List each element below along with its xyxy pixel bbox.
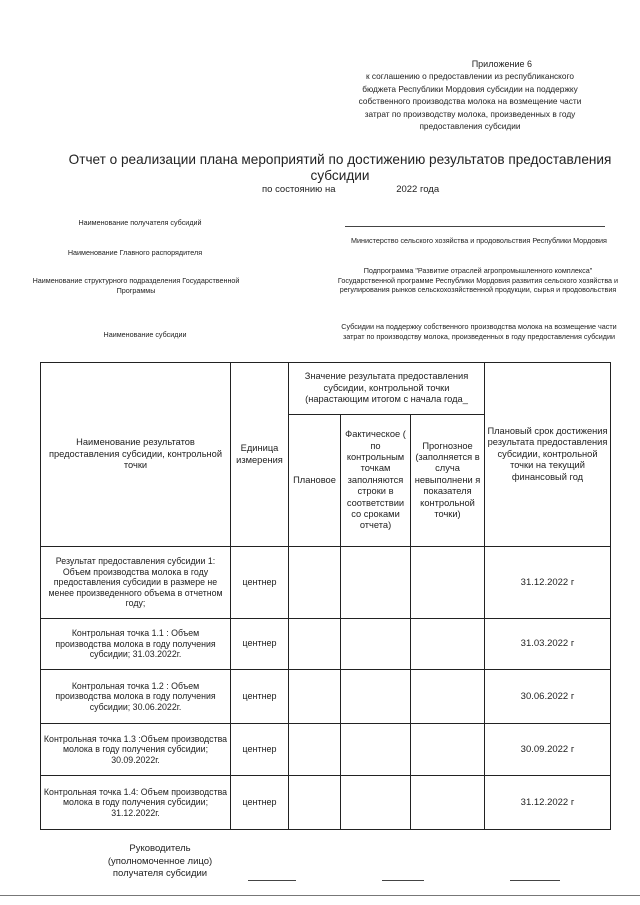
appendix-line: собственного производства молока на возмещение части <box>358 96 582 107</box>
page-bottom-rule <box>0 895 640 896</box>
manager-label: Наименование Главного распорядителя <box>67 248 203 257</box>
checkpoint-name: Контрольная точка 1.4: Объем производства молока в году получения субсидии; 31.12.2022г. <box>41 776 231 830</box>
checkpoint-name: Контрольная точка 1.2 : Объем производства молока в году получения субсидии; 30.06.2022г. <box>41 670 231 724</box>
division-value: Подпрограмма "Развитие отраслей агропромышленного комплекса" Государственной программе Республики Мордовия развития сельского хозяйства и регулирования рынков сельскохозяйственной продукции, сырья и продовольствия <box>337 266 619 294</box>
planned-cell <box>289 547 341 619</box>
header-actual: Фактическое ( по контрольным точкам заполняются строки в соответствии со сроками отчета) <box>341 415 411 547</box>
forecast-cell <box>411 776 485 830</box>
deadline-cell: 31.03.2022 г <box>485 619 611 670</box>
forecast-cell <box>411 547 485 619</box>
unit-cell: центнер <box>231 670 289 724</box>
recipient-underline <box>345 226 605 227</box>
actual-cell <box>341 670 411 724</box>
signature-line <box>510 880 560 881</box>
forecast-cell <box>411 724 485 776</box>
unit-cell: центнер <box>231 724 289 776</box>
appendix-line: предоставления субсидии <box>419 121 521 132</box>
signature-line <box>248 880 296 881</box>
planned-cell <box>289 776 341 830</box>
as-of-prefix: по состоянию на <box>262 184 336 195</box>
report-title: Отчет о реализации плана мероприятий по достижению результатов предоставления субсидии <box>68 152 612 183</box>
recipient-label: Наименование получателя субсидий <box>78 218 202 227</box>
header-value-group: Значение результата предоставления субсидии, контрольной точки (нарастающим итогом с начала года_ <box>289 363 485 415</box>
appendix-block <box>340 58 600 132</box>
actual-cell <box>341 724 411 776</box>
result-name: Результат предоставления субсидии 1: Объем производства молока в году предоставления субсидии в размере не менее произведенного объема в отчетном году; <box>41 547 231 619</box>
subsidy-value: Субсидии на поддержку собственного производства молока на возмещение части затрат по производству молока, произведенных в году предоставления субсидии <box>341 322 617 341</box>
signature-label: Руководитель (уполномоченное лицо) получателя субсидии <box>107 843 213 879</box>
actual-cell <box>341 619 411 670</box>
header-deadline: Плановый срок достижения результата предоставления субсидии, контрольной точки на текущий финансовый год <box>485 363 611 547</box>
table-row <box>41 547 611 619</box>
signature-line <box>382 880 424 881</box>
deadline-cell: 31.12.2022 г <box>485 776 611 830</box>
table-row <box>41 724 611 776</box>
checkpoint-name: Контрольная точка 1.1 : Объем производства молока в году получения субсидии; 31.03.2022г. <box>41 619 231 670</box>
deadline-cell: 30.06.2022 г <box>485 670 611 724</box>
appendix-line: затрат по производству молока, произведенных в году <box>364 108 576 119</box>
results-table <box>40 362 611 830</box>
header-unit: Единица измерения <box>231 363 289 547</box>
planned-cell <box>289 670 341 724</box>
appendix-line: бюджета Республики Мордовия субсидии на поддержку <box>362 83 578 94</box>
checkpoint-name: Контрольная точка 1.3 :Объем производства молока в году получения субсидии; 30.09.2022г. <box>41 724 231 776</box>
header-name: Наименование результатов предоставления субсидии, контрольной точки <box>41 363 231 547</box>
actual-cell <box>341 776 411 830</box>
planned-cell <box>289 724 341 776</box>
unit-cell: центнер <box>231 776 289 830</box>
subsidy-label: Наименование субсидии <box>103 330 187 339</box>
planned-cell <box>289 619 341 670</box>
report-as-of <box>262 184 439 195</box>
unit-cell: центнер <box>231 547 289 619</box>
forecast-cell <box>411 619 485 670</box>
forecast-cell <box>411 670 485 724</box>
table-row <box>41 619 611 670</box>
actual-cell <box>341 547 411 619</box>
deadline-cell: 30.09.2022 г <box>485 724 611 776</box>
header-forecast: Прогнозное (заполняется в случа невыполнени я показателя контрольной точки) <box>411 415 485 547</box>
appendix-line: к соглашению о предоставлении из республиканского <box>366 71 574 82</box>
table-row <box>41 776 611 830</box>
deadline-cell: 31.12.2022 г <box>485 547 611 619</box>
appendix-title: Приложение 6 <box>471 59 532 69</box>
header-planned: Плановое <box>289 415 341 547</box>
manager-value: Министерство сельского хозяйства и продовольствия Республики Мордовия <box>351 236 607 245</box>
as-of-year: 2022 года <box>396 184 440 195</box>
unit-cell: центнер <box>231 619 289 670</box>
table-row <box>41 670 611 724</box>
recipient-value <box>345 214 605 223</box>
division-label: Наименование структурного подразделения Государственной Программы <box>32 276 240 295</box>
